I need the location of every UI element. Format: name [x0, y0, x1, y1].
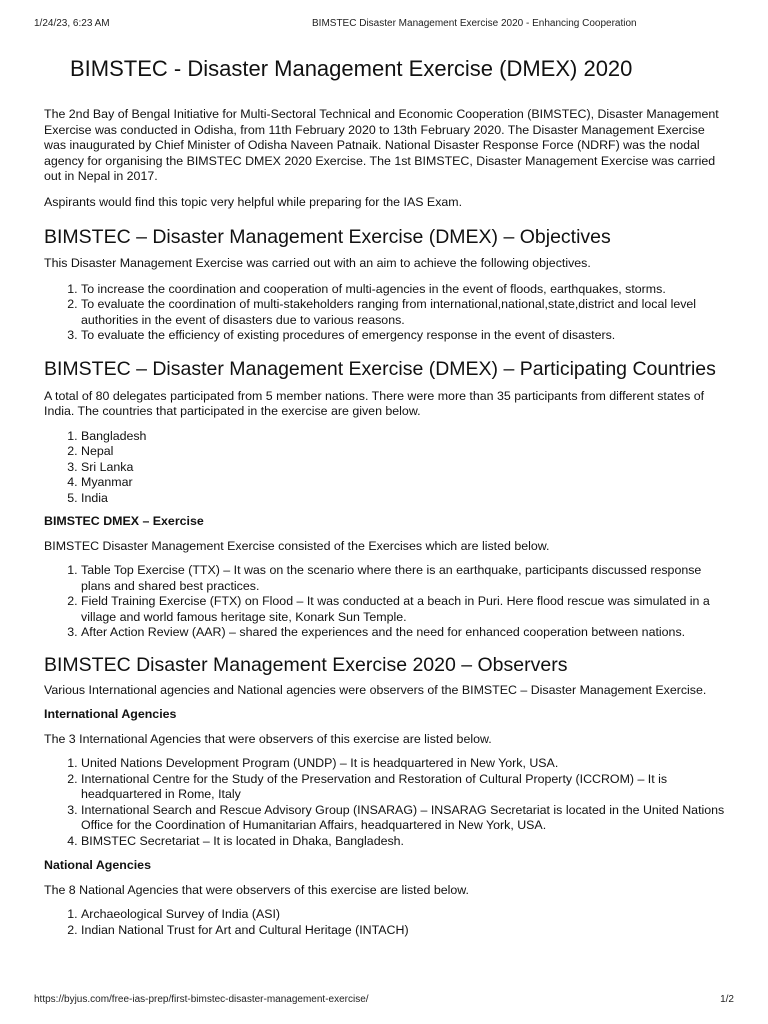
list-item: 4. BIMSTEC Secretariat – It is located in Dhaka, Bangladesh. — [81, 834, 728, 850]
observers-heading: BIMSTEC Disaster Management Exercise 2020 – Observers — [44, 653, 568, 676]
list-item: 2. International Centre for the Study of the Preservation and Restoration of Cultural Property (ICCROM) – It is headquartered in Rome, Italy — [81, 772, 728, 803]
article-content — [44, 54, 728, 938]
objectives-heading: BIMSTEC – Disaster Management Exercise (DMEX) – Objectives — [44, 226, 611, 248]
national-agencies-heading: National Agencies — [44, 858, 151, 872]
print-doc-title: BIMSTEC Disaster Management Exercise 2020 - Enhancing Cooperation — [312, 18, 637, 29]
objectives-intro: This Disaster Management Exercise was carried out with an aim to achieve the following objectives. — [44, 256, 591, 270]
print-footer — [34, 994, 734, 1008]
observers-intro: Various International agencies and National agencies were observers of the BIMSTEC – Disaster Management Exercise. — [44, 682, 707, 697]
aspirants-note: Aspirants would find this topic very helpful while preparing for the IAS Exam. — [44, 194, 463, 209]
page-number: 1/2 — [720, 994, 734, 1005]
list-item: 4. Myanmar — [81, 475, 728, 491]
exercise-intro: BIMSTEC Disaster Management Exercise consisted of the Exercises which are listed below. — [44, 538, 550, 553]
list-item: 3. Sri Lanka — [81, 460, 728, 476]
list-item: 2. Field Training Exercise (FTX) on Flood – It was conducted at a beach in Puri. Here flood rescue was simulated in a village and world famous heritage site, Konark Sun Temple. — [81, 594, 728, 625]
exercise-heading: BIMSTEC DMEX – Exercise — [44, 514, 204, 528]
national-agencies-list — [44, 907, 728, 938]
list-item: 3. After Action Review (AAR) – shared the experiences and the need for enhanced cooperation between nations. — [81, 625, 728, 641]
countries-intro: A total of 80 delegates participated from 5 member nations. There were more than 35 participants from different states of India. The countries that participated in the exercise are given below. — [44, 388, 705, 418]
international-agencies-intro: The 3 International Agencies that were observers of this exercise are listed below. — [44, 731, 492, 746]
list-item: 2. Nepal — [81, 444, 728, 460]
international-agencies-list — [44, 756, 728, 849]
exercise-list — [44, 563, 728, 641]
page-title: BIMSTEC - Disaster Management Exercise (DMEX) 2020 — [70, 56, 633, 81]
print-url: https://byjus.com/free-ias-prep/first-bimstec-disaster-management-exercise/ — [34, 994, 369, 1005]
objectives-list — [44, 282, 728, 344]
list-item: 1. United Nations Development Program (UNDP) – It is headquartered in New York, USA. — [81, 756, 728, 772]
print-datetime: 1/24/23, 6:23 AM — [34, 18, 110, 29]
list-item: 3. To evaluate the efficiency of existing procedures of emergency response in the event of disasters. — [81, 328, 728, 344]
list-item: 1. Table Top Exercise (TTX) – It was on the scenario where there is an earthquake, participants discussed response plans and shared best practices. — [81, 563, 728, 594]
list-item: 2. To evaluate the coordination of multi-stakeholders ranging from international,national,state,district and local level authorities in the event of disasters due to various reasons. — [81, 297, 728, 328]
list-item: 5. India — [81, 491, 728, 507]
list-item: 3. International Search and Rescue Advisory Group (INSARAG) – INSARAG Secretariat is located in the United Nations Office for the Coordination of Humanitarian Affairs, headquartered in New York, USA. — [81, 803, 728, 834]
national-agencies-intro: The 8 National Agencies that were observers of this exercise are listed below. — [44, 882, 469, 897]
list-item: 2. Indian National Trust for Art and Cultural Heritage (INTACH) — [81, 923, 728, 939]
countries-heading: BIMSTEC – Disaster Management Exercise (DMEX) – Participating Countries — [44, 357, 716, 380]
international-agencies-heading: International Agencies — [44, 707, 177, 721]
list-item: 1. To increase the coordination and cooperation of multi-agencies in the event of floods, earthquakes, storms. — [81, 282, 728, 298]
list-item: 1. Archaeological Survey of India (ASI) — [81, 907, 728, 923]
list-item: 1. Bangladesh — [81, 429, 728, 445]
intro-paragraph: The 2nd Bay of Bengal Initiative for Multi-Sectoral Technical and Economic Cooperation (BIMSTEC), Disaster Management Exercise was conducted in Odisha, from 11th February 2020 to 13th February 2020. The Disaster Management Exercise was inaugurated by Chief Minister of Odisha Naveen Patnaik. National Disaster Response Force (NDRF) was the nodal agency for organising the BIMSTEC DMEX 2020 Exercise. The 1st BIMSTEC, Disaster Management Exercise was carried out in Nepal in 2017. — [44, 107, 719, 183]
countries-list — [44, 429, 728, 507]
print-header — [34, 18, 734, 32]
